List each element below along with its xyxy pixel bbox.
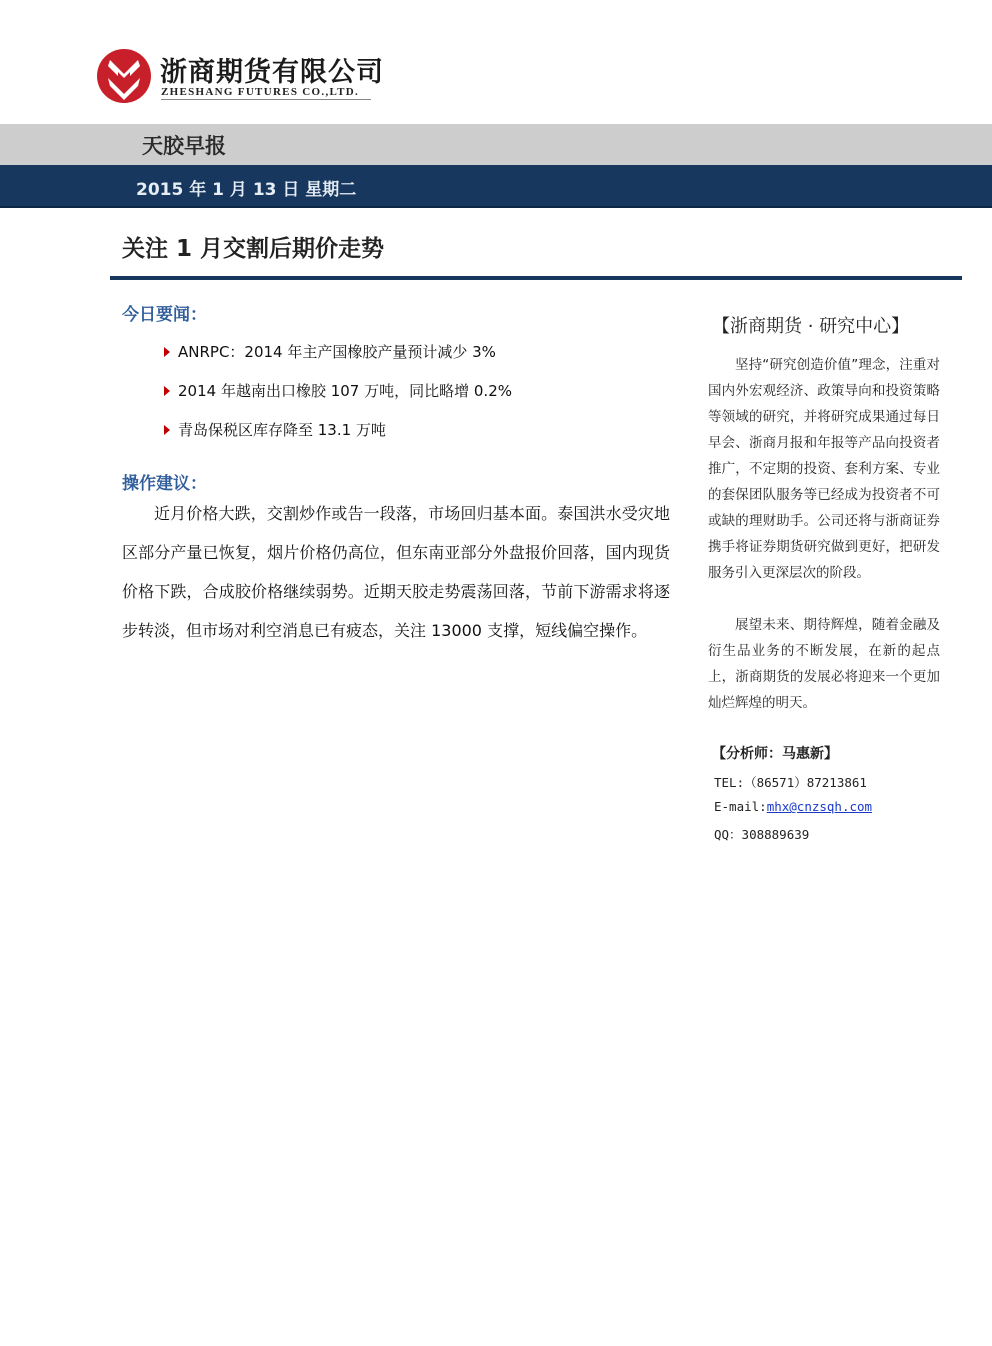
news-heading: 今日要闻： [122, 305, 207, 325]
sidebar-outlook-paragraph: 展望未来、期待辉煌，随着金融及衍生品业务的不断发展，在新的起点上，浙商期货的发展必将迎来一个更加灿烂辉煌的明天。 [708, 617, 940, 711]
sidebar-intro-paragraph: 坚持“研究创造价值”理念，注重对国内外宏观经济、政策导向和投资策略等领域的研究，并将研究成果通过每日早会、浙商月报和年报等产品向投资者推广，不定期的投资、套利方案、专业的套保团队服务等已经成为投资者不可或缺的理财助手。公司还将与浙商证券携手将证券期货研究做到更好，把研发服务引入更深层次的阶段。 [708, 357, 940, 581]
email-label: E-mail: [714, 799, 767, 814]
list-item [160, 332, 660, 371]
headline-divider [110, 276, 962, 280]
sidebar-title: 【浙商期货 · 研究中心】 [712, 316, 910, 337]
logo-underline [161, 99, 371, 100]
analyst-name: 【分析师：马惠新】 [712, 746, 838, 762]
company-name-en: ZHESHANG FUTURES CO.,LTD. [161, 86, 360, 98]
analyst-tel: TEL:（86571）87213861 [714, 775, 867, 790]
report-date: 2015 年 1 月 13 日 星期二 [136, 180, 357, 200]
news-list [160, 332, 660, 449]
zheshang-logo-icon [96, 48, 152, 104]
red-triangle-icon [164, 347, 170, 357]
email-link[interactable]: mhx@cnzsqh.com [766, 799, 873, 814]
company-logo [96, 46, 386, 106]
advice-heading: 操作建议： [122, 474, 207, 494]
report-title: 天胶早报 [142, 134, 226, 158]
list-item [160, 410, 660, 449]
headline: 关注 1 月交割后期价走势 [122, 236, 385, 262]
news-item-text: 青岛保税区库存降至 13.1 万吨 [178, 421, 386, 439]
news-item-text: ANRPC：2014 年主产国橡胶产量预计减少 3% [178, 343, 496, 361]
red-triangle-icon [164, 425, 170, 435]
red-triangle-icon [164, 386, 170, 396]
list-item [160, 371, 660, 410]
analyst-qq: QQ：308889639 [714, 827, 810, 842]
company-name-cn: 浙商期货有限公司 [160, 57, 384, 88]
news-item-text: 2014 年越南出口橡胶 107 万吨，同比略增 0.2% [178, 382, 512, 400]
analyst-email-row [714, 799, 872, 814]
advice-paragraph: 近月价格大跌，交割炒作或告一段落，市场回归基本面。泰国洪水受灾地区部分产量已恢复，烟片价格仍高位，但东南亚部分外盘报价回落，国内现货价格下跌，合成胶价格继续弱势。近期天胶走势震荡回落，节前下游需求将逐步转淡，但市场对利空消息已有疲态，关注 13000 支撑，短线偏空操作。 [122, 504, 670, 640]
